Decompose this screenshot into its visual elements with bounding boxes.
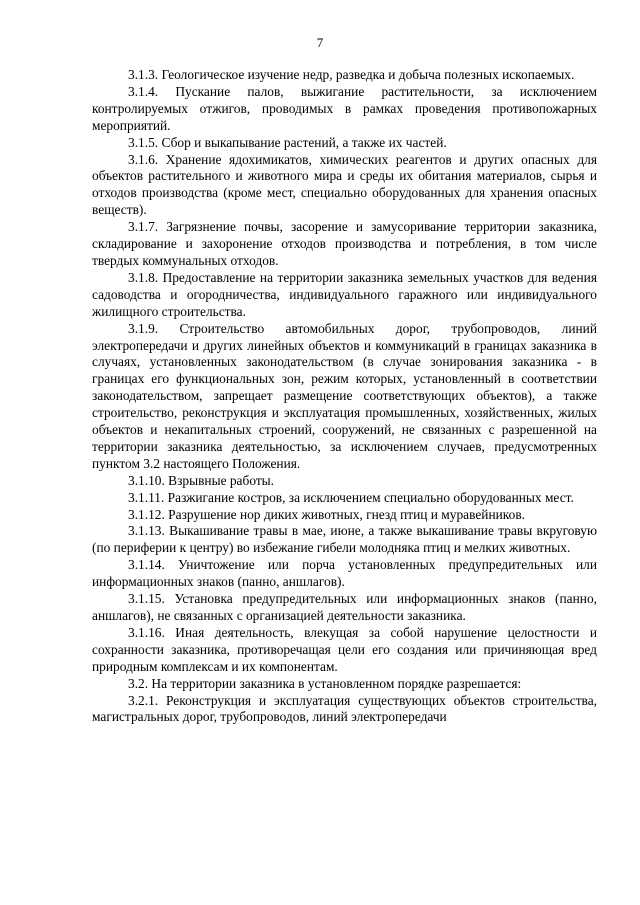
paragraph-3-1-3: 3.1.3. Геологическое изучение недр, разведка и добыча полезных ископаемых.	[128, 67, 575, 82]
page-number: 7	[316, 35, 324, 50]
paragraph-3-1-8: 3.1.8. Предоставление на территории заказника земельных участков для ведения садоводства и огородничества, индивидуального гаражного или индивидуального жилищного строительства.	[92, 269, 597, 319]
paragraph-3-1-14: 3.1.14. Уничтожение или порча установленных предупредительных или информационных знаков (панно, аншлагов).	[92, 557, 597, 590]
paragraph-3-1-4: 3.1.4. Пускание палов, выжигание растительности, за исключением контролируемых отжигов, проводимых в рамках проведения противопожарных мероприятий.	[92, 83, 597, 133]
paragraph-3-1-11: 3.1.11. Разжигание костров, за исключением специально оборудованных мест.	[128, 489, 574, 505]
paragraph-3-1-5: 3.1.5. Сбор и выкапывание растений, а также их частей.	[128, 134, 447, 150]
paragraph-3-1-10: 3.1.10. Взрывные работы.	[128, 472, 275, 488]
paragraph-3-1-7: 3.1.7. Загрязнение почвы, засорение и замусоривание территории заказника, складирование и захоронение отходов производства и потребления, в том числе твердых коммунальных отходов.	[92, 219, 597, 268]
paragraph-3-1-12: 3.1.12. Разрушение нор диких животных, гнезд птиц и муравейников.	[128, 506, 525, 522]
paragraph-3-2: 3.2. На территории заказника в установленном порядке разрешается:	[128, 675, 522, 691]
paragraph-3-1-15: 3.1.15. Установка предупредительных или информационных знаков (панно, аншлагов), не связанных с организацией деятельности заказника.	[92, 591, 597, 623]
paragraph-3-2-1: 3.2.1. Реконструкция и эксплуатация существующих объектов строительства, магистральных дорог, трубопроводов, линий электропередачи	[92, 692, 597, 725]
paragraph-3-1-6: 3.1.6. Хранение ядохимикатов, химических реагентов и других опасных для объектов растительного и животного мира и среды их обитания материалов, сырья и отходов производства (кроме мест, специально оборудованных для хранения опасных веществ).	[92, 151, 597, 218]
paragraph-3-1-13: 3.1.13. Выкашивание травы в мае, июне, а также выкашивание травы вкруговую (по периферии к центру) во избежание гибели молодняка птиц и мелких животных.	[92, 523, 597, 556]
paragraph-3-1-9: 3.1.9. Строительство автомобильных дорог, трубопроводов, линий электропередачи и других линейных объектов и коммуникаций в границах заказника в случаях, установленных законодательством (в случае зонирования заказника - в границах его функциональных зон, режим которых, установленный в соответствии законодательством, запрещает размещение соответствующих объектов), а также строительство, реконструкция и эксплуатация промышленных, хозяйственных, жилых объектов и некапитальных строений, сооружений, не связанных с разрешенной на территории заказника деятельностью, за исключением случаев, предусмотренных пунктом 3.2 настоящего Положения.	[92, 320, 597, 471]
document-body	[92, 67, 597, 726]
paragraph-3-1-16: 3.1.16. Иная деятельность, влекущая за собой нарушение целостности и сохранности заказника, противоречащая цели его создания или причиняющая вред природным комплексам и их компонентам.	[92, 624, 597, 674]
